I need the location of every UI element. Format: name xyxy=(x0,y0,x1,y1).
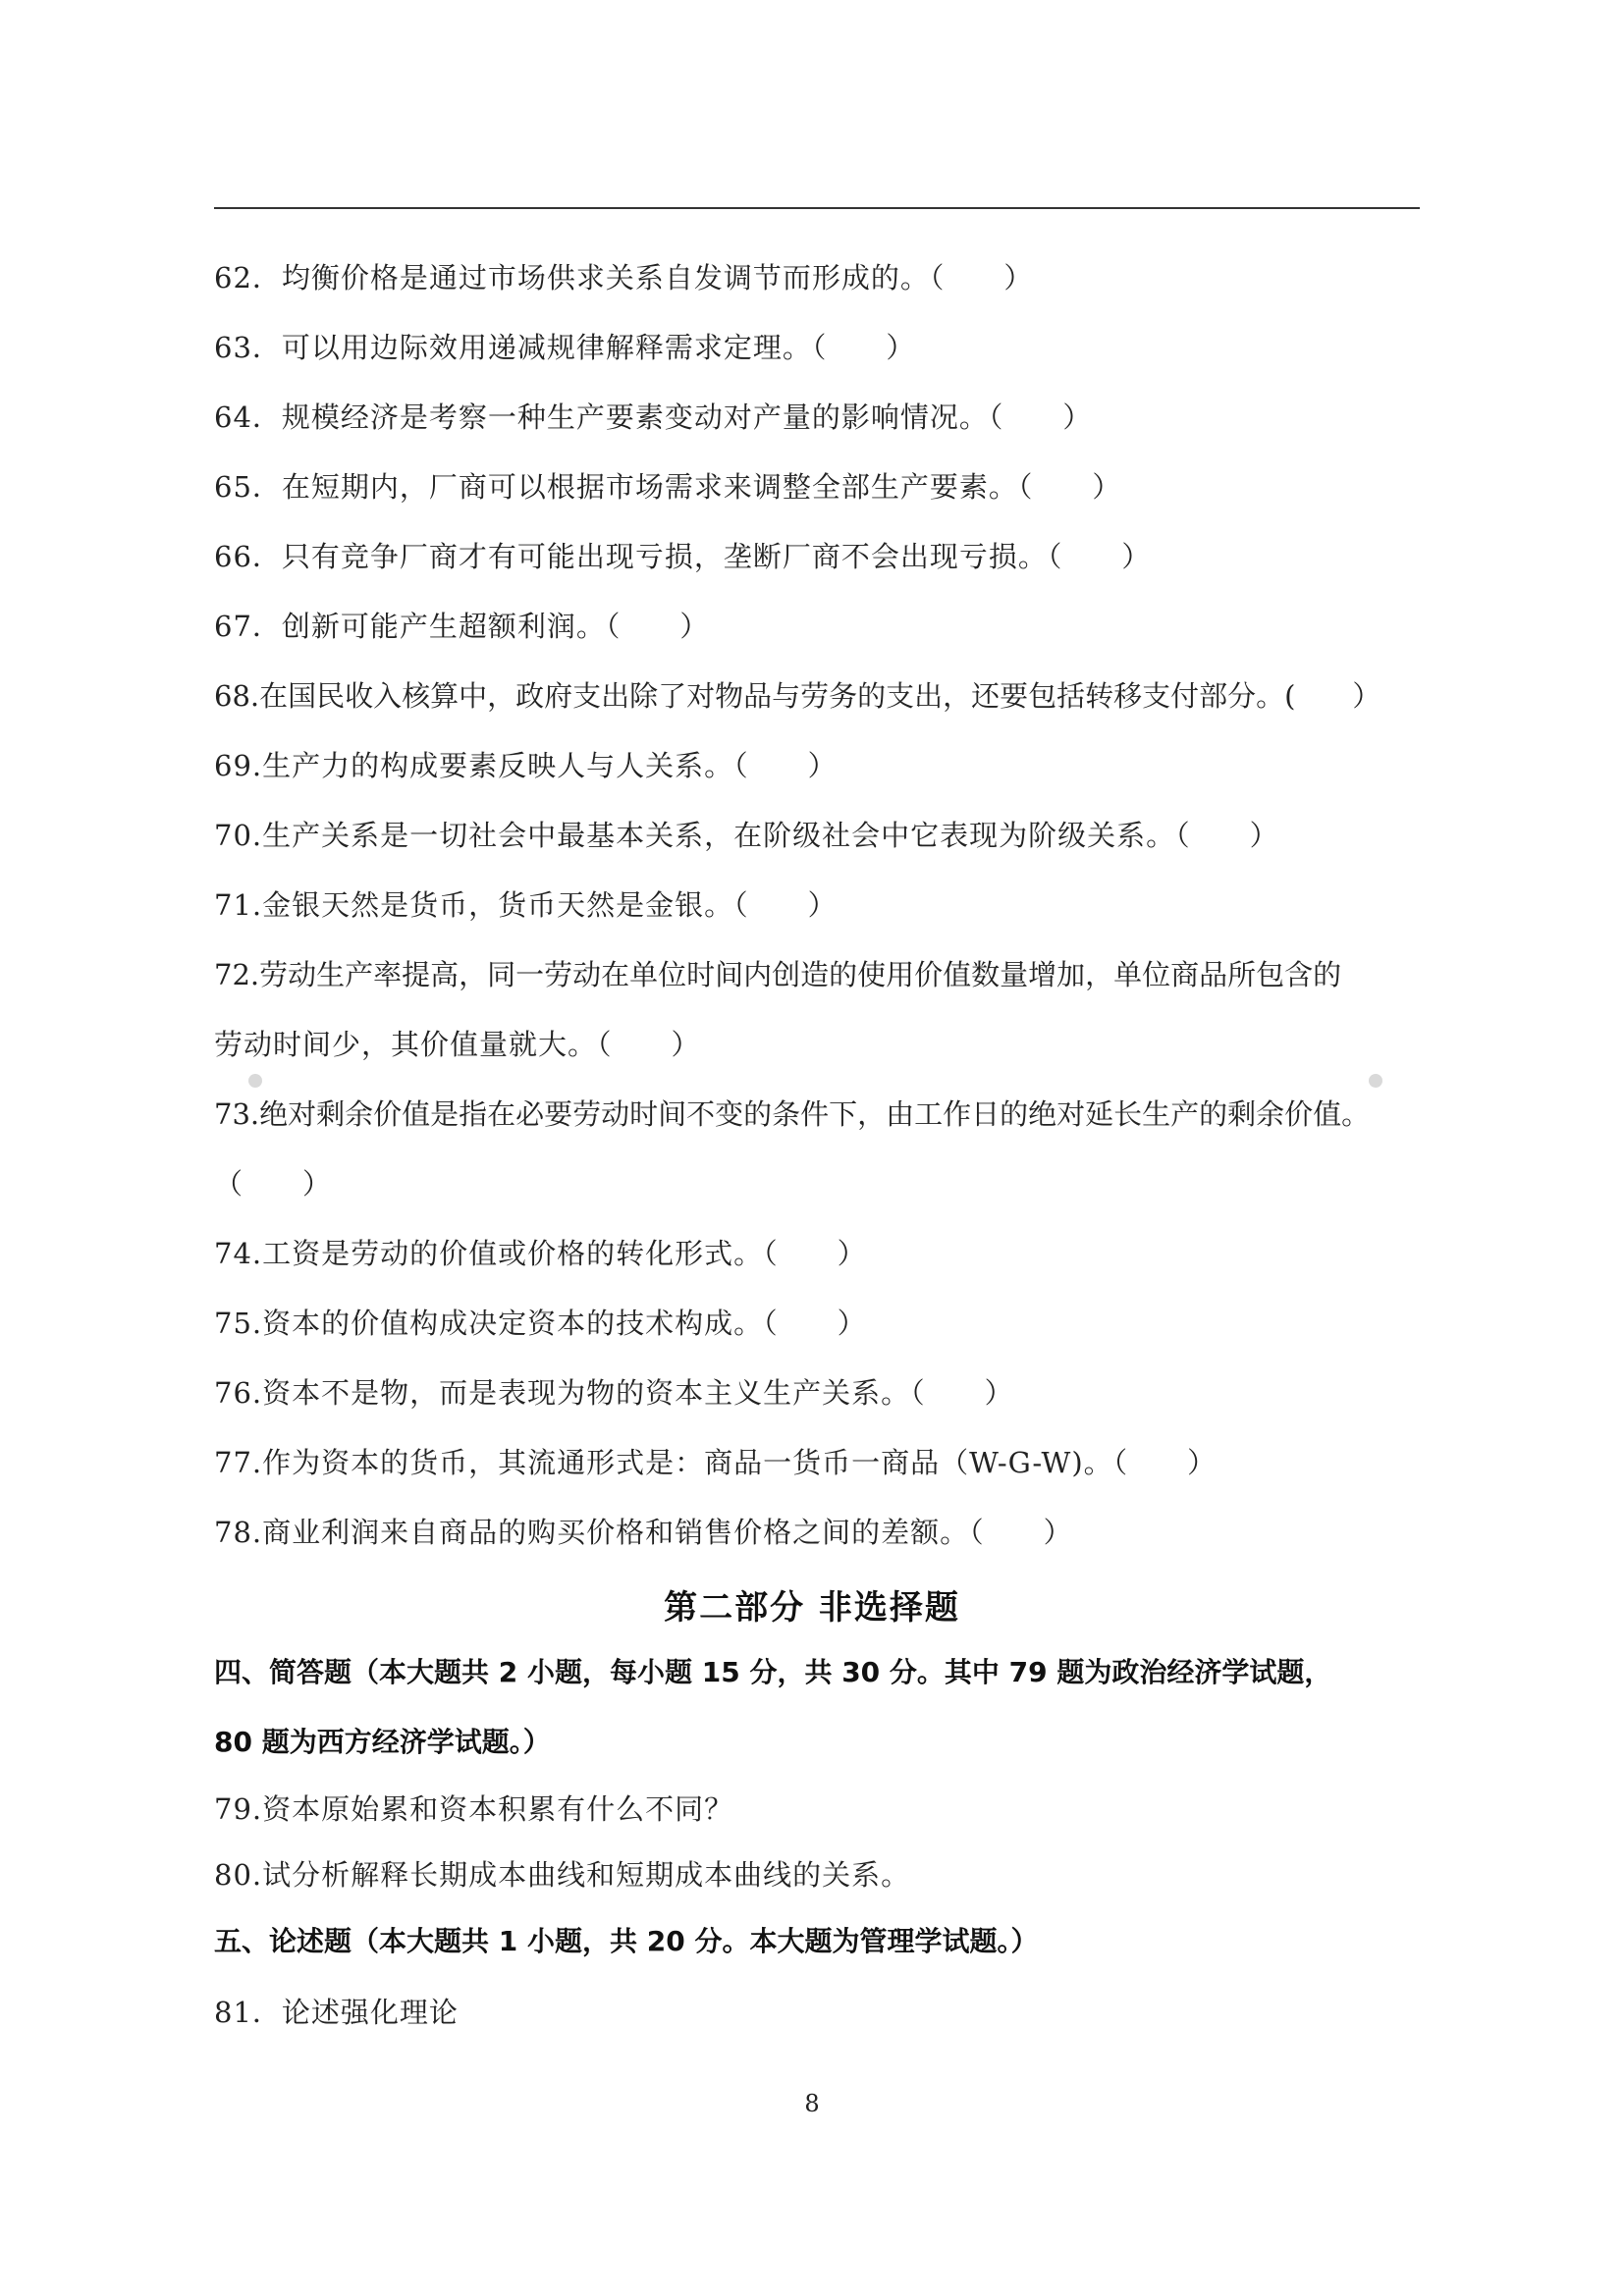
question-80: 80.试分析解释长期成本曲线和短期成本曲线的关系。 xyxy=(214,1858,911,1892)
question-70: 70.生产关系是一切社会中最基本关系，在阶级社会中它表现为阶级关系。（ ） xyxy=(214,819,1279,852)
question-69: 69.生产力的构成要素反映人与人关系。（ ） xyxy=(214,749,838,782)
question-73: 73.绝对剩余价值是指在必要劳动时间不变的条件下，由工作日的绝对延长生产的剩余价值。 xyxy=(214,1097,1371,1131)
binding-hole-right xyxy=(1369,1074,1382,1088)
header-rule xyxy=(214,207,1420,209)
section-4-heading: 四、简答题（本大题共 2 小题，每小题 15 分，共 30 分。其中 79 题为政治经济学试题， xyxy=(214,1656,1332,1688)
question-73-continuation: （ ） xyxy=(214,1167,333,1201)
question-68: 68.在国民收入核算中，政府支出除了对物品与劳务的支出，还要包括转移支付部分。( ） xyxy=(214,679,1381,713)
question-76: 76.资本不是物，而是表现为物的资本主义生产关系。（ ） xyxy=(214,1376,1014,1410)
question-78: 78.商业利润来自商品的购买价格和销售价格之间的差额。（ ） xyxy=(214,1516,1073,1549)
question-66: 66．只有竞争厂商才有可能出现亏损，垄断厂商不会出现亏损。（ ） xyxy=(214,540,1152,573)
question-77: 77.作为资本的货币，其流通形式是：商品一货币一商品（W-G-W)。（ ） xyxy=(214,1446,1218,1479)
question-67: 67．创新可能产生超额利润。（ ） xyxy=(214,610,710,643)
question-65: 65．在短期内，厂商可以根据市场需求来调整全部生产要素。（ ） xyxy=(214,470,1122,504)
section-4-heading-continuation: 80 题为西方经济学试题。） xyxy=(214,1726,551,1758)
question-79: 79.资本原始累和资本积累有什么不同？ xyxy=(214,1792,734,1826)
question-74: 74.工资是劳动的价值或价格的转化形式。（ ） xyxy=(214,1237,867,1270)
question-72-continuation: 劳动时间少，其价值量就大。（ ） xyxy=(214,1028,701,1061)
question-64: 64．规模经济是考察一种生产要素变动对产量的影响情况。（ ） xyxy=(214,400,1093,434)
page-number: 8 xyxy=(804,2090,820,2117)
question-63: 63．可以用边际效用递减规律解释需求定理。（ ） xyxy=(214,331,916,364)
question-81: 81．论述强化理论 xyxy=(214,1996,459,2029)
part-two-title: 第二部分 非选择题 xyxy=(664,1588,960,1628)
question-72: 72.劳动生产率提高，同一劳动在单位时间内创造的使用价值数量增加，单位商品所包含的 xyxy=(214,958,1342,991)
question-75: 75.资本的价值构成决定资本的技术构成。（ ） xyxy=(214,1307,867,1340)
binding-hole-left xyxy=(248,1074,262,1088)
question-62: 62．均衡价格是通过市场供求关系自发调节而形成的。（ ） xyxy=(214,261,1034,294)
section-5-heading: 五、论述题（本大题共 1 小题，共 20 分。本大题为管理学试题。） xyxy=(214,1925,1039,1957)
question-71: 71.金银天然是货币，货币天然是金银。（ ） xyxy=(214,888,838,922)
